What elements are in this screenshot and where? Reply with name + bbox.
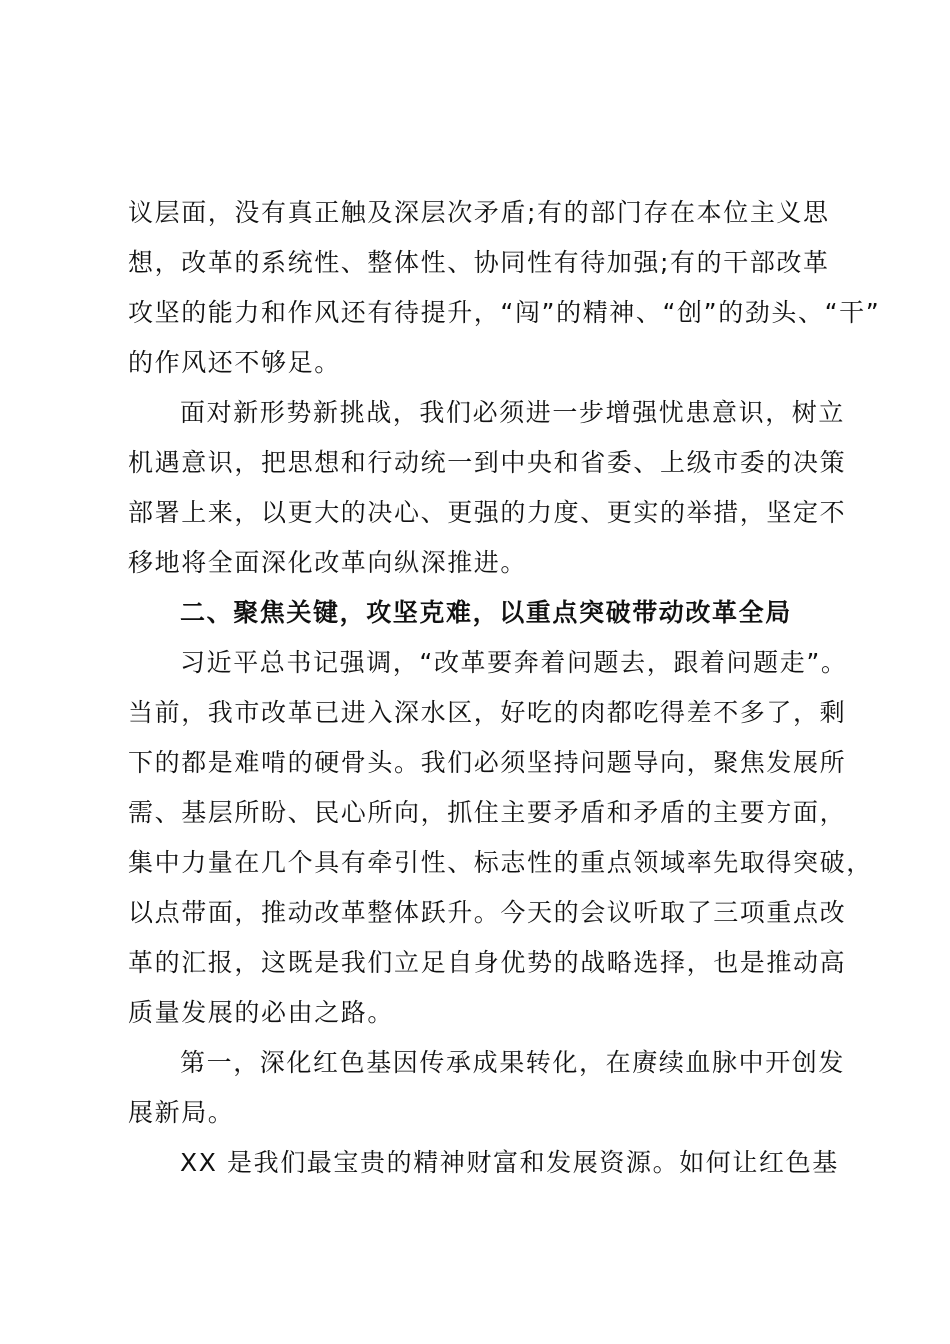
paragraph <box>128 1138 848 1188</box>
text-line: 部署上来，以更大的决心、更强的力度、更实的举措，坚定不 <box>128 498 847 527</box>
paragraph <box>128 1038 848 1138</box>
heading-line: 二、聚焦关键，攻坚克难，以重点突破带动改革全局 <box>180 598 792 627</box>
document-page <box>128 188 881 1188</box>
text-line: 下的都是难啃的硬骨头。我们必须坚持问题导向，聚焦发展所 <box>128 748 847 777</box>
text-line: XX 是我们最宝贵的精神财富和发展资源。如何让红色基 <box>180 1148 839 1177</box>
text-line: 想，改革的系统性、整体性、协同性有待加强;有的干部改革 <box>128 248 830 277</box>
text-line: 当前，我市改革已进入深水区，好吃的肉都吃得差不多了，剩 <box>128 698 847 727</box>
text-line: 展新局。 <box>128 1098 235 1127</box>
paragraph <box>128 388 848 588</box>
paragraph <box>128 188 881 388</box>
section-heading <box>128 588 848 638</box>
text-line: 以点带面，推动改革整体跃升。今天的会议听取了三项重点改 <box>128 898 847 927</box>
text-line: 质量发展的必由之路。 <box>128 998 395 1027</box>
text-line: 移地将全面深化改革向纵深推进。 <box>128 548 528 577</box>
text-line: 革的汇报，这既是我们立足自身优势的战略选择，也是推动高 <box>128 948 847 977</box>
paragraph <box>128 638 873 1038</box>
text-line: 面对新形势新挑战，我们必须进一步增强忧患意识，树立 <box>180 398 846 427</box>
text-line: 议层面，没有真正触及深层次矛盾;有的部门存在本位主义思 <box>128 198 830 227</box>
text-line: 攻坚的能力和作风还有待提升，“闯”的精神、“创”的劲头、“干” <box>128 298 881 327</box>
text-line: 需、基层所盼、民心所向，抓住主要矛盾和矛盾的主要方面， <box>128 798 847 827</box>
text-line: 第一，深化红色基因传承成果转化，在赓续血脉中开创发 <box>180 1048 846 1077</box>
text-line: 的作风还不够足。 <box>128 348 341 377</box>
text-line: 集中力量在几个具有牵引性、标志性的重点领域率先取得突破， <box>128 848 873 877</box>
text-line: 习近平总书记强调，“改革要奔着问题去，跟着问题走”。 <box>180 648 848 677</box>
text-line: 机遇意识，把思想和行动统一到中央和省委、上级市委的决策 <box>128 448 847 477</box>
